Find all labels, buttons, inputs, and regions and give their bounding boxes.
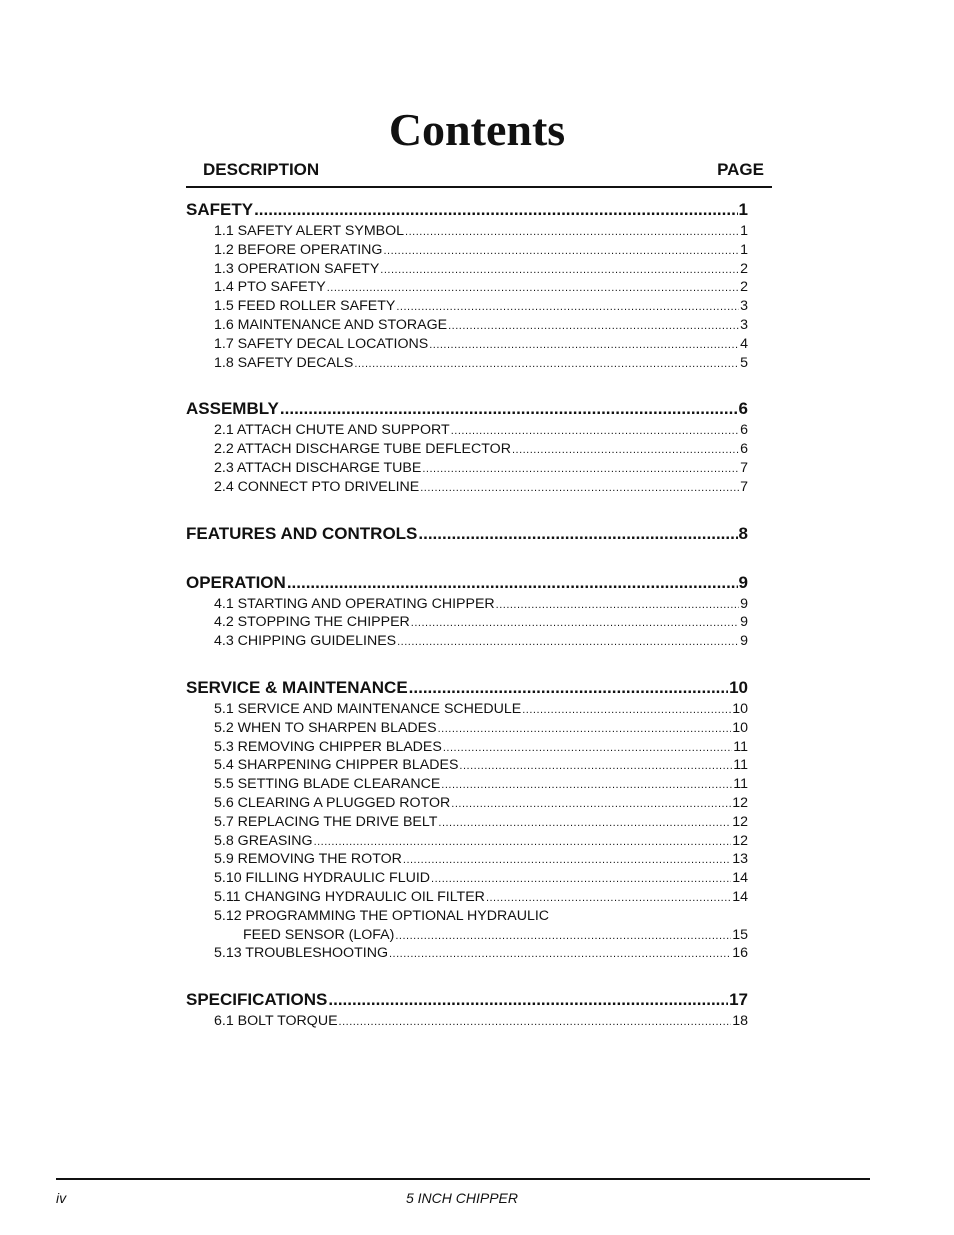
subsection-title: 1.5 FEED ROLLER SAFETY: [214, 298, 396, 315]
dot-leader: [438, 814, 731, 833]
dot-leader: [448, 317, 739, 336]
toc-section-entry[interactable]: [186, 676, 748, 700]
subsection-page-number: 7: [740, 478, 748, 495]
dot-leader: [280, 397, 738, 421]
subsection-page-number: 16: [732, 945, 748, 962]
toc-subsection-entry[interactable]: [214, 1012, 748, 1031]
section-page-number: 8: [738, 523, 748, 543]
subsection-title: 5.12 PROGRAMMING THE OPTIONAL HYDRAULIC: [214, 907, 550, 924]
subsection-title: 5.9 REMOVING THE ROTOR: [214, 851, 402, 868]
description-column-header: DESCRIPTION: [203, 160, 320, 179]
toc-section-entry[interactable]: [186, 198, 748, 222]
dot-leader: [327, 279, 739, 298]
dot-leader: [422, 460, 739, 479]
dot-leader: [339, 1013, 732, 1032]
subsection-page-number: 9: [740, 633, 748, 650]
dot-leader: [405, 223, 739, 242]
subsection-page-number: 18: [732, 1013, 748, 1030]
subsection-title: 5.5 SETTING BLADE CLEARANCE: [214, 776, 441, 793]
subsection-title: 1.1 SAFETY ALERT SYMBOL: [214, 223, 405, 239]
toc-subsection-entry[interactable]: [214, 756, 748, 775]
subsection-title: 4.3 CHIPPING GUIDELINES: [214, 633, 397, 650]
toc-subsection-continuation[interactable]: [214, 926, 748, 945]
toc-section-entry[interactable]: [186, 522, 748, 546]
section-gap: [186, 546, 748, 571]
subsection-title: 5.8 GREASING: [214, 832, 313, 849]
toc-section-entry[interactable]: [186, 397, 748, 421]
subsection-title: 4.1 STARTING AND OPERATING CHIPPER: [214, 595, 495, 612]
dot-leader: [397, 633, 739, 652]
dot-leader: [409, 676, 728, 700]
page-title: Contents: [388, 104, 566, 155]
subsection-page-number: 7: [740, 459, 748, 476]
toc-subsection-entry[interactable]: [214, 719, 748, 738]
dot-leader: [380, 261, 739, 280]
toc-subsection-entry[interactable]: [214, 241, 748, 260]
table-of-contents: [186, 198, 748, 1031]
subsection-title: 1.7 SAFETY DECAL LOCATIONS: [214, 335, 429, 352]
subsection-title: 5.13 TROUBLESHOOTING: [214, 945, 388, 962]
dot-leader: [287, 571, 738, 595]
subsection-page-number: 6: [740, 441, 748, 458]
toc-subsection-entry[interactable]: [214, 907, 748, 926]
section-page-number: 17: [729, 990, 748, 1010]
subsection-page-number: 12: [732, 813, 748, 830]
subsection-page-number: 4: [740, 335, 748, 352]
dot-leader: [496, 596, 739, 615]
subsection-page-number: 12: [732, 832, 748, 849]
subsection-title: 5.1 SERVICE AND MAINTENANCE SCHEDULE: [214, 700, 522, 717]
toc-section-entry[interactable]: [186, 988, 748, 1012]
subsection-title: 1.3 OPERATION SAFETY: [214, 260, 380, 277]
toc-header: [186, 158, 772, 188]
subsection-page-number: 14: [732, 870, 748, 887]
subsection-title: 2.4 CONNECT PTO DRIVELINE: [214, 478, 420, 495]
section-gap: [186, 372, 748, 397]
dot-leader: [459, 757, 732, 776]
toc-subsection-entry[interactable]: [214, 222, 748, 241]
toc-subsection-entry[interactable]: [214, 354, 748, 373]
dot-leader: [354, 355, 739, 374]
section-title: ASSEMBLY: [186, 399, 279, 419]
subsection-page-number: 9: [740, 614, 748, 631]
subsection-page-number: 11: [733, 776, 748, 793]
section-page-number: 1: [738, 200, 748, 219]
subsection-title: 1.8 SAFETY DECALS: [214, 354, 354, 371]
subsection-title: 5.6 CLEARING A PLUGGED ROTOR: [214, 794, 451, 811]
subsection-page-number: 12: [732, 794, 748, 811]
subsection-title: 1.4 PTO SAFETY: [214, 279, 326, 296]
subsection-title: 6.1 BOLT TORQUE: [214, 1013, 338, 1030]
subsection-title: 5.10 FILLING HYDRAULIC FLUID: [214, 870, 431, 887]
dot-leader: [418, 522, 737, 546]
subsection-page-number: 11: [733, 738, 748, 755]
footer-product-name: 5 INCH CHIPPER: [405, 1190, 519, 1206]
dot-leader: [438, 720, 732, 739]
subsection-title: 5.7 REPLACING THE DRIVE BELT: [214, 813, 438, 830]
dot-leader: [403, 851, 731, 870]
subsection-page-number: 15: [732, 926, 748, 943]
section-title: SPECIFICATIONS: [186, 990, 328, 1010]
toc-subsection-entry[interactable]: [214, 832, 748, 851]
dot-leader: [314, 833, 732, 852]
toc-subsection-entry[interactable]: [214, 700, 748, 719]
dot-leader: [389, 945, 731, 964]
subsection-page-number: 10: [732, 719, 748, 736]
toc-subsection-entry[interactable]: [214, 738, 748, 757]
dot-leader: [451, 795, 731, 814]
toc-subsection-entry[interactable]: [214, 421, 748, 440]
dot-leader: [512, 441, 739, 460]
subsection-page-number: 9: [740, 595, 748, 612]
subsection-page-number: 1: [740, 223, 748, 239]
subsection-title-continuation: FEED SENSOR (LOFA): [243, 926, 395, 943]
toc-subsection-entry[interactable]: [214, 595, 748, 614]
toc-subsection-entry[interactable]: [214, 813, 748, 832]
toc-subsection-entry[interactable]: [214, 335, 748, 354]
subsection-title: 5.4 SHARPENING CHIPPER BLADES: [214, 757, 459, 774]
dot-leader: [431, 870, 731, 889]
footer-divider: [56, 1178, 870, 1180]
section-page-number: 9: [738, 572, 748, 592]
section-page-number: 10: [729, 677, 748, 697]
page-column-header: PAGE: [717, 160, 764, 179]
subsection-title: 5.2 WHEN TO SHARPEN BLADES: [214, 719, 437, 736]
toc-subsection-entry[interactable]: [214, 260, 748, 279]
subsection-title: 5.11 CHANGING HYDRAULIC OIL FILTER: [214, 888, 485, 905]
subsection-page-number: 3: [740, 298, 748, 315]
subsection-title: 1.2 BEFORE OPERATING: [214, 241, 383, 258]
dot-leader: [441, 776, 732, 795]
subsection-page-number: 11: [733, 757, 748, 774]
toc-subsection-entry[interactable]: [214, 850, 748, 869]
subsection-title: 5.3 REMOVING CHIPPER BLADES: [214, 738, 442, 755]
subsection-title: 1.6 MAINTENANCE AND STORAGE: [214, 316, 448, 333]
subsection-page-number: 13: [732, 851, 748, 868]
toc-subsection-entry[interactable]: [214, 869, 748, 888]
dot-leader: [486, 889, 731, 908]
toc-subsection-entry[interactable]: [214, 632, 748, 651]
dot-leader: [522, 701, 731, 720]
toc-subsection-entry[interactable]: [214, 478, 748, 497]
section-gap: [186, 963, 748, 988]
subsection-title: 2.3 ATTACH DISCHARGE TUBE: [214, 459, 422, 476]
toc-section-entry[interactable]: [186, 571, 748, 595]
toc-subsection-entry[interactable]: [214, 888, 748, 907]
section-title: FEATURES AND CONTROLS: [186, 523, 418, 543]
toc-subsection-entry[interactable]: [214, 316, 748, 335]
subsection-page-number: 1: [740, 241, 748, 258]
subsection-page-number: 10: [732, 700, 748, 717]
dot-leader: [411, 614, 739, 633]
toc-subsection-entry[interactable]: [214, 440, 748, 459]
toc-subsection-entry[interactable]: [214, 278, 748, 297]
dot-leader: [395, 927, 731, 946]
footer-page-number: iv: [56, 1190, 67, 1206]
subsection-page-number: 2: [740, 279, 748, 296]
subsection-page-number: 5: [740, 354, 748, 371]
dot-leader: [443, 739, 732, 758]
section-gap: [186, 651, 748, 676]
section-title: SERVICE & MAINTENANCE: [186, 677, 408, 697]
toc-subsection-entry[interactable]: [214, 459, 748, 478]
toc-subsection-entry[interactable]: [214, 297, 748, 316]
dot-leader: [451, 422, 739, 441]
subsection-page-number: 6: [740, 422, 748, 439]
dot-leader: [328, 988, 728, 1012]
dot-leader: [420, 479, 739, 498]
section-gap: [186, 497, 748, 522]
section-title: OPERATION: [186, 572, 286, 592]
dot-leader: [254, 198, 737, 222]
subsection-page-number: 3: [740, 316, 748, 333]
toc-subsection-entry[interactable]: [214, 944, 748, 963]
toc-subsection-entry[interactable]: [214, 775, 748, 794]
subsection-page-number: 14: [732, 888, 748, 905]
section-page-number: 6: [738, 399, 748, 419]
dot-leader: [429, 336, 739, 355]
dot-leader: [396, 298, 739, 317]
dot-leader: [383, 242, 739, 261]
toc-subsection-entry[interactable]: [214, 613, 748, 632]
subsection-title: 2.2 ATTACH DISCHARGE TUBE DEFLECTOR: [214, 441, 511, 458]
toc-subsection-entry[interactable]: [214, 794, 748, 813]
subsection-title: 2.1 ATTACH CHUTE AND SUPPORT: [214, 422, 450, 439]
section-title: SAFETY: [186, 200, 254, 219]
subsection-page-number: 2: [740, 260, 748, 277]
subsection-title: 4.2 STOPPING THE CHIPPER: [214, 614, 410, 631]
